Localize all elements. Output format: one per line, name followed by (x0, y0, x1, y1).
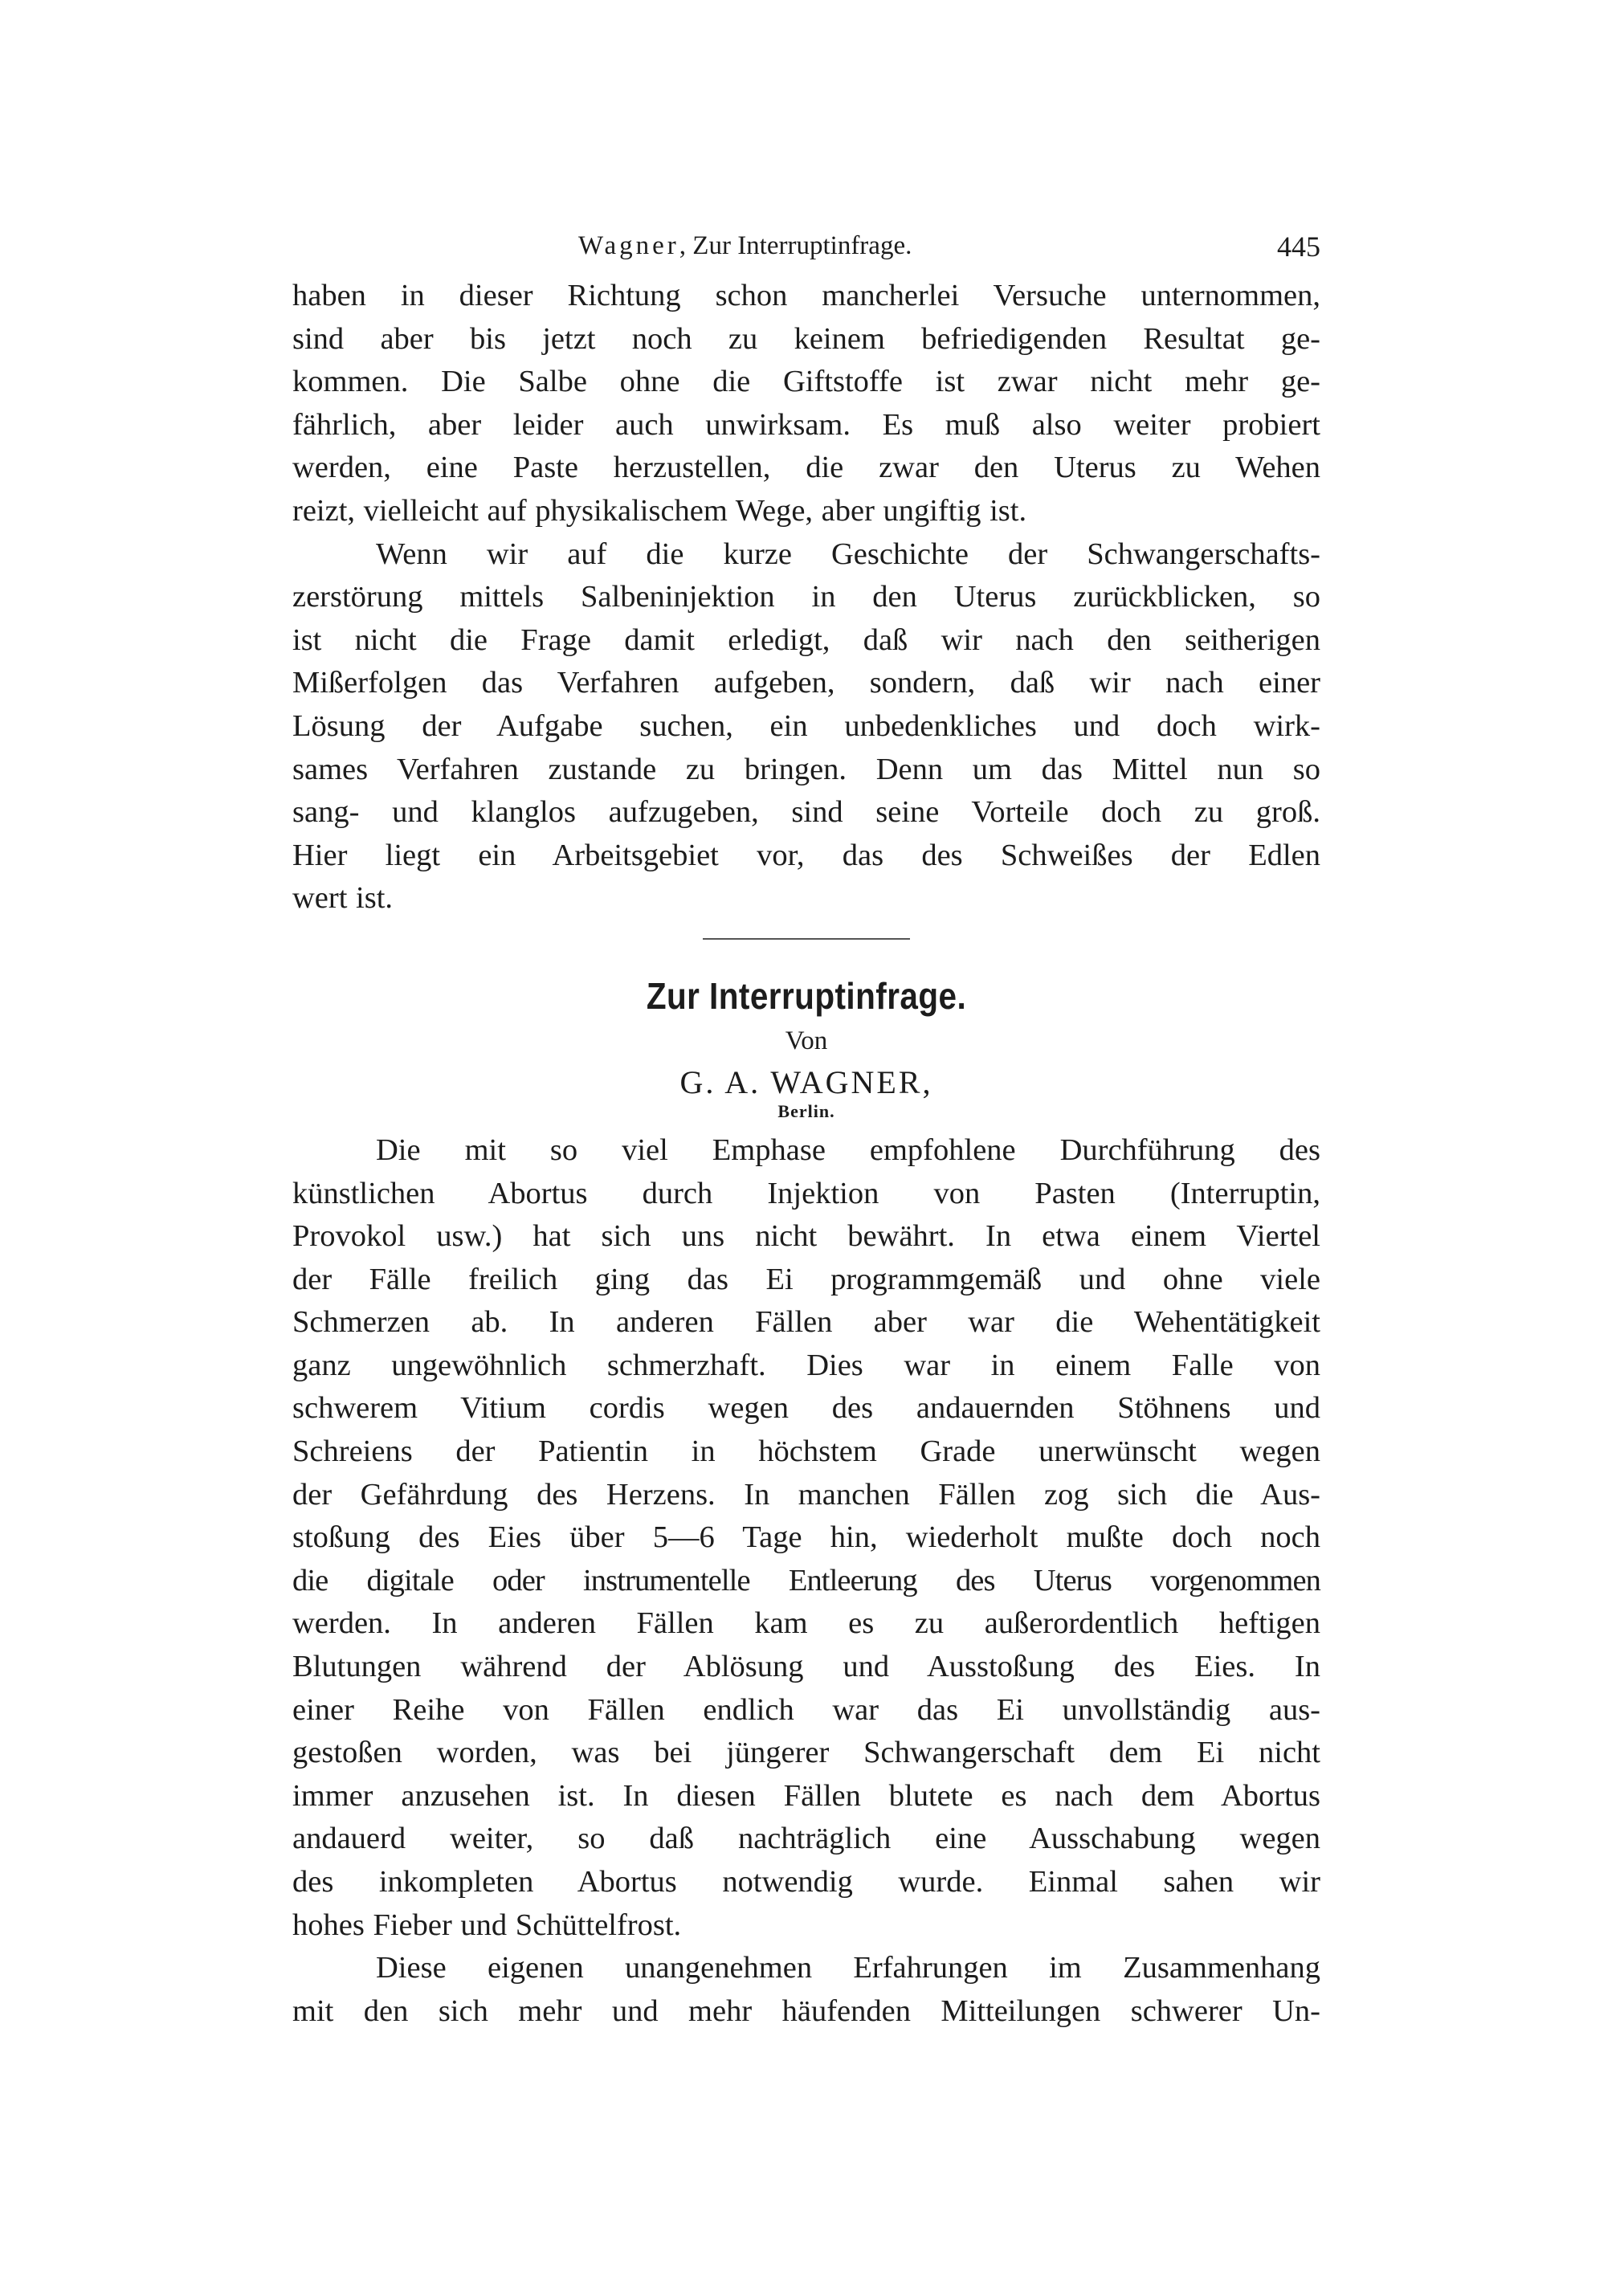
text-line: fährlich, aber leider auch unwirksam. Es muß also weiter probiert (292, 407, 1320, 442)
text-line: Schreiens der Patientin in höchstem Grade unerwünscht wegen (292, 1434, 1320, 1469)
text-line: Blutungen während der Ablösung und Ausstoßung des Eies. In (292, 1650, 1320, 1684)
text-line: der Fälle freilich ging das Ei programmgemäß und ohne viele (292, 1262, 1320, 1296)
text-line: Hier liegt ein Arbeitsgebiet vor, das des Schweißes der Edlen (292, 838, 1320, 872)
text-line: Die mit so viel Emphase empfohlene Durchführung des (376, 1132, 1320, 1167)
running-head (292, 226, 1320, 275)
text-line: kommen. Die Salbe ohne die Giftstoffe ist zwar nicht mehr ge- (292, 365, 1320, 399)
page-number: 445 (1277, 231, 1320, 263)
running-head-title-text: , Zur Interruptinfrage. (679, 231, 912, 260)
text-line: Provokol usw.) hat sich uns nicht bewährt. In etwa einem Viertel (292, 1219, 1320, 1254)
text-line: gestoßen worden, was bei jüngerer Schwangerschaft dem Ei nicht (292, 1736, 1320, 1770)
text-line: ganz ungewöhnlich schmerzhaft. Dies war in einem Falle von (292, 1348, 1320, 1382)
article-author: G. A. WAGNER, (679, 1063, 933, 1100)
text-line: künstlichen Abortus durch Injektion von Pasten (Interruptin, (292, 1176, 1320, 1210)
running-head-author: Wagner (578, 231, 679, 260)
page (292, 226, 1320, 2033)
text-line: Mißerfolgen das Verfahren aufgeben, sondern, daß wir nach einer (292, 666, 1320, 700)
text-line: Wenn wir auf die kurze Geschichte der Schwangerschafts- (376, 537, 1320, 571)
text-line: haben in dieser Richtung schon mancherlei Versuche unternommen, (292, 279, 1320, 312)
text-line: wert ist. (292, 881, 394, 916)
text-line: zerstörung mittels Salbeninjektion in den Uterus zurückblicken, so (292, 580, 1320, 614)
article-paragraph-2 (292, 1947, 1320, 2033)
closing-paragraph (292, 533, 1320, 920)
text-line: die digitale oder instrumentelle Entleerung des Uterus vorgenommen (292, 1563, 1320, 1597)
text-line: einer Reihe von Fällen endlich war das Ei unvollständig aus- (292, 1692, 1320, 1727)
text-line: sames Verfahren zustande zu bringen. Denn um das Mittel nun so (292, 752, 1320, 786)
text-line: sang- und klanglos aufzugeben, sind seine Vorteile doch zu groß. (292, 795, 1320, 830)
running-head-title (578, 231, 912, 261)
text-line: schwerem Vitium cordis wegen des andauernden Stöhnens und (292, 1391, 1320, 1426)
text-line: immer anzusehen ist. In diesen Fällen blutete es nach dem Abortus (292, 1778, 1320, 1813)
text-line: der Gefährdung des Herzens. In manchen Fällen zog sich die Aus- (292, 1477, 1320, 1512)
text-line: Diese eigenen unangenehmen Erfahrungen im Zusammenhang (376, 1951, 1320, 1985)
section-divider (703, 938, 910, 940)
article-title: Zur Interruptinfrage. (646, 974, 967, 1017)
text-line: Schmerzen ab. In anderen Fällen aber war die Wehentätigkeit (292, 1305, 1320, 1340)
text-line: des inkompleten Abortus notwendig wurde. Einmal sahen wir (292, 1865, 1320, 1899)
text-line: reizt, vielleicht auf physikalischem Wege, aber ungiftig ist. (292, 493, 1027, 528)
text-line: werden, eine Paste herzustellen, die zwar den Uterus zu Wehen (292, 451, 1320, 485)
text-line: mit den sich mehr und mehr häufenden Mitteilungen schwerer Un- (292, 1993, 1320, 2028)
text-line: ist nicht die Frage damit erledigt, daß wir nach den seitherigen (292, 622, 1320, 657)
continued-paragraph (292, 275, 1320, 533)
text-line: sind aber bis jetzt noch zu keinem befriedigenden Resultat ge- (292, 321, 1320, 356)
text-line: stoßung des Eies über 5—6 Tage hin, wiederholt mußte doch noch (292, 1520, 1320, 1555)
author-location: Berlin. (777, 1100, 835, 1121)
text-line: hohes Fieber und Schüttelfrost. (292, 1908, 682, 1942)
byline-von: Von (785, 1026, 828, 1055)
article-paragraph-1 (292, 1129, 1320, 1947)
text-line: Lösung der Aufgabe suchen, ein unbedenkliches und doch wirk- (292, 708, 1320, 743)
text-line: werden. In anderen Fällen kam es zu außerordentlich heftigen (292, 1606, 1320, 1641)
text-line: andauerd weiter, so daß nachträglich eine Ausschabung wegen (292, 1822, 1320, 1856)
